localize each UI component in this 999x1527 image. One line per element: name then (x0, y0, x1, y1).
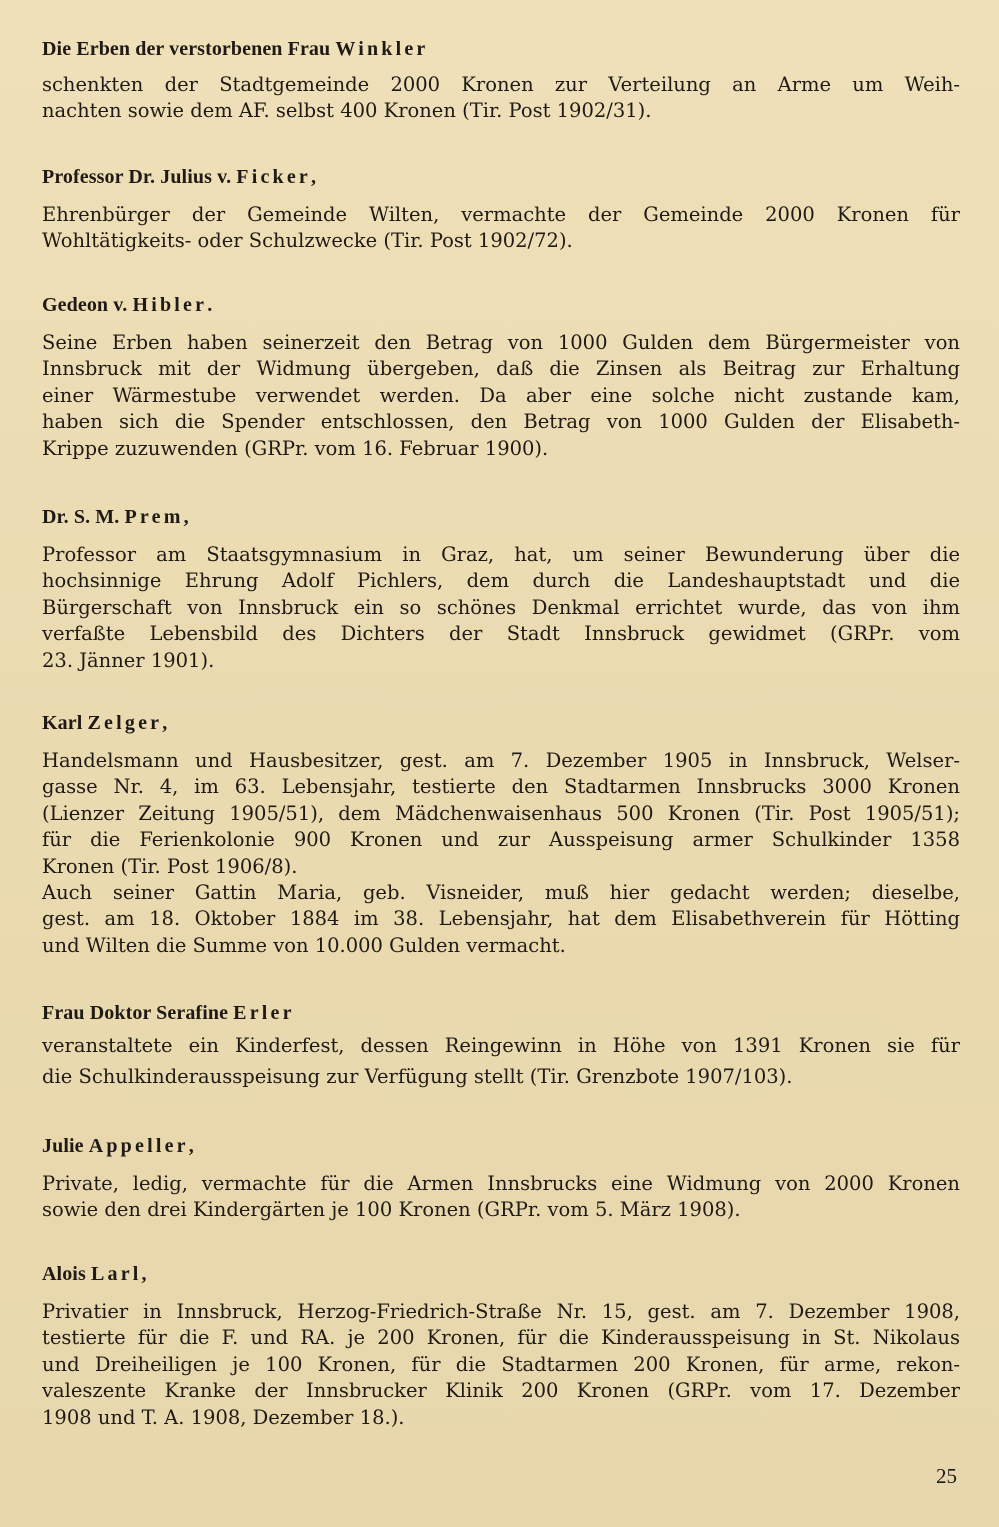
entry-prem (42, 504, 960, 674)
heading-surname: Zelger (87, 712, 163, 734)
heading-surname: Winkler (335, 38, 429, 60)
body-line: und Wilten die Summe von 10.000 Gulden vermacht. (42, 933, 566, 957)
body-line: die Schulkinderausspeisung zur Verfügung stellt (Tir. Grenzbote 1907/103). (42, 1065, 793, 1088)
page-number: 25 (936, 1464, 957, 1488)
entry-body (42, 542, 960, 674)
body-line: verfaßte Lebensbild des Dichters der Stadt Innsbruck gewidmet (GRPr. vom (42, 622, 960, 646)
body-line: sowie den drei Kindergärten je 100 Kronen (GRPr. vom 5. März 1908). (42, 1198, 741, 1222)
entry-ficker (42, 164, 960, 255)
body-line: Privatier in Innsbruck, Herzog-Friedrich-Straße Nr. 15, gest. am 7. Dezember 1908, (42, 1300, 960, 1323)
heading-surname: Hibler (132, 294, 208, 316)
heading-name: Karl (42, 712, 88, 734)
entry-body (42, 1299, 960, 1431)
heading-suffix: . (207, 294, 213, 316)
entry-heading (42, 1000, 960, 1026)
entry-larl (42, 1261, 960, 1431)
entry-body (42, 330, 960, 462)
body-line: gest. am 18. Oktober 1884 im 38. Lebensjahr, hat dem Elisabethverein für Hötting (42, 907, 960, 931)
body-line: haben sich die Spender entschlossen, den Betrag von 1000 Gulden der Elisabeth- (42, 410, 960, 434)
heading-surname: Larl (90, 1263, 142, 1285)
heading-suffix: , (311, 166, 317, 188)
heading-name: Die Erben der verstorbenen Frau (42, 38, 336, 60)
body-line: Wohltätigkeits- oder Schulzwecke (Tir. Post 1902/72). (42, 229, 573, 253)
entry-heading (42, 164, 960, 190)
heading-surname: Ficker (236, 166, 312, 188)
entry-zelger (42, 710, 960, 959)
entry-hibler (42, 292, 960, 462)
body-line: Seine Erben haben seinerzeit den Betrag von 1000 Gulden dem Bürgermeister von (42, 331, 960, 354)
body-line: Private, ledig, vermachte für die Armen Innsbrucks eine Widmung von 2000 Kronen (42, 1172, 960, 1195)
heading-name: Dr. S. M. (42, 506, 125, 528)
body-line: und Dreiheiligen je 100 Kronen, für die Stadtarmen 200 Kronen, für arme, rekon- (42, 1352, 960, 1376)
body-line: gasse Nr. 4, im 63. Lebensjahr, testierte den Stadtarmen Innsbrucks 3000 Kronen (42, 775, 960, 799)
entry-body (42, 202, 960, 255)
entry-heading (42, 36, 960, 62)
heading-name: Professor Dr. Julius v. (42, 166, 237, 188)
body-line: schenkten der Stadtgemeinde 2000 Kronen zur Verteilung an Arme um Weih- (42, 73, 960, 96)
heading-name: Frau Doktor Serafine (42, 1002, 234, 1024)
body-line: testierte für die F. und RA. je 200 Kronen, für die Kinderausspeisung in St. Nikolaus (42, 1326, 960, 1350)
body-line: 1908 und T. A. 1908, Dezember 18.). (42, 1405, 405, 1429)
heading-name: Alois (42, 1263, 91, 1285)
body-line: hochsinnige Ehrung Adolf Pichlers, dem durch die Landeshauptstadt und die (42, 569, 960, 593)
entry-body (42, 748, 960, 959)
heading-suffix: , (188, 1135, 194, 1157)
entry-body (42, 1030, 960, 1092)
body-line: Kronen (Tir. Post 1906/8). (42, 854, 298, 878)
entry-erler (42, 1000, 960, 1092)
body-line: für die Ferienkolonie 900 Kronen und zur Ausspeisung armer Schulkinder 1358 (42, 828, 960, 852)
body-line: veranstaltete ein Kinderfest, dessen Reingewinn in Höhe von 1391 Kronen sie für (42, 1034, 960, 1057)
entry-appeller (42, 1133, 960, 1224)
heading-name: Julie (42, 1135, 89, 1157)
heading-suffix: , (141, 1263, 147, 1285)
heading-name: Gedeon v. (42, 294, 133, 316)
entry-heading (42, 1261, 960, 1287)
body-line: Handelsmann und Hausbesitzer, gest. am 7. Dezember 1905 in Innsbruck, Welser- (42, 749, 960, 772)
entry-body (42, 72, 960, 125)
body-line: Bürgerschaft von Innsbruck ein so schönes Denkmal errichtet wurde, das von ihm (42, 595, 960, 619)
body-line: 23. Jänner 1901). (42, 648, 215, 672)
entry-heading (42, 504, 960, 530)
heading-surname: Prem (124, 506, 184, 528)
body-line: Innsbruck mit der Widmung übergeben, daß die Zinsen als Beitrag zur Erhaltung (42, 357, 960, 381)
body-line: nachten sowie dem AF. selbst 400 Kronen (Tir. Post 1902/31). (42, 99, 652, 123)
body-line: Professor am Staatsgymnasium in Graz, hat, um seiner Bewunderung über die (42, 543, 960, 566)
body-line: valeszente Kranke der Innsbrucker Klinik 200 Kronen (GRPr. vom 17. Dezember (42, 1379, 960, 1403)
heading-suffix: , (183, 506, 189, 528)
body-line: (Lienzer Zeitung 1905/51), dem Mädchenwaisenhaus 500 Kronen (Tir. Post 1905/51); (42, 801, 960, 825)
entry-winkler (42, 36, 960, 125)
body-line: Ehrenbürger der Gemeinde Wilten, vermachte der Gemeinde 2000 Kronen für (42, 203, 960, 226)
entry-heading (42, 1133, 960, 1159)
body-line: einer Wärmestube verwendet werden. Da aber eine solche nicht zustande kam, (42, 383, 960, 407)
body-line: Krippe zuzuwenden (GRPr. vom 16. Februar 1900). (42, 436, 549, 460)
heading-surname: Erler (233, 1002, 295, 1024)
heading-surname: Appeller (88, 1135, 189, 1157)
entry-heading (42, 710, 960, 736)
heading-suffix: , (162, 712, 168, 734)
body-line: Auch seiner Gattin Maria, geb. Visneider, muß hier gedacht werden; dieselbe, (42, 881, 960, 905)
entry-heading (42, 292, 960, 318)
entry-body (42, 1171, 960, 1224)
